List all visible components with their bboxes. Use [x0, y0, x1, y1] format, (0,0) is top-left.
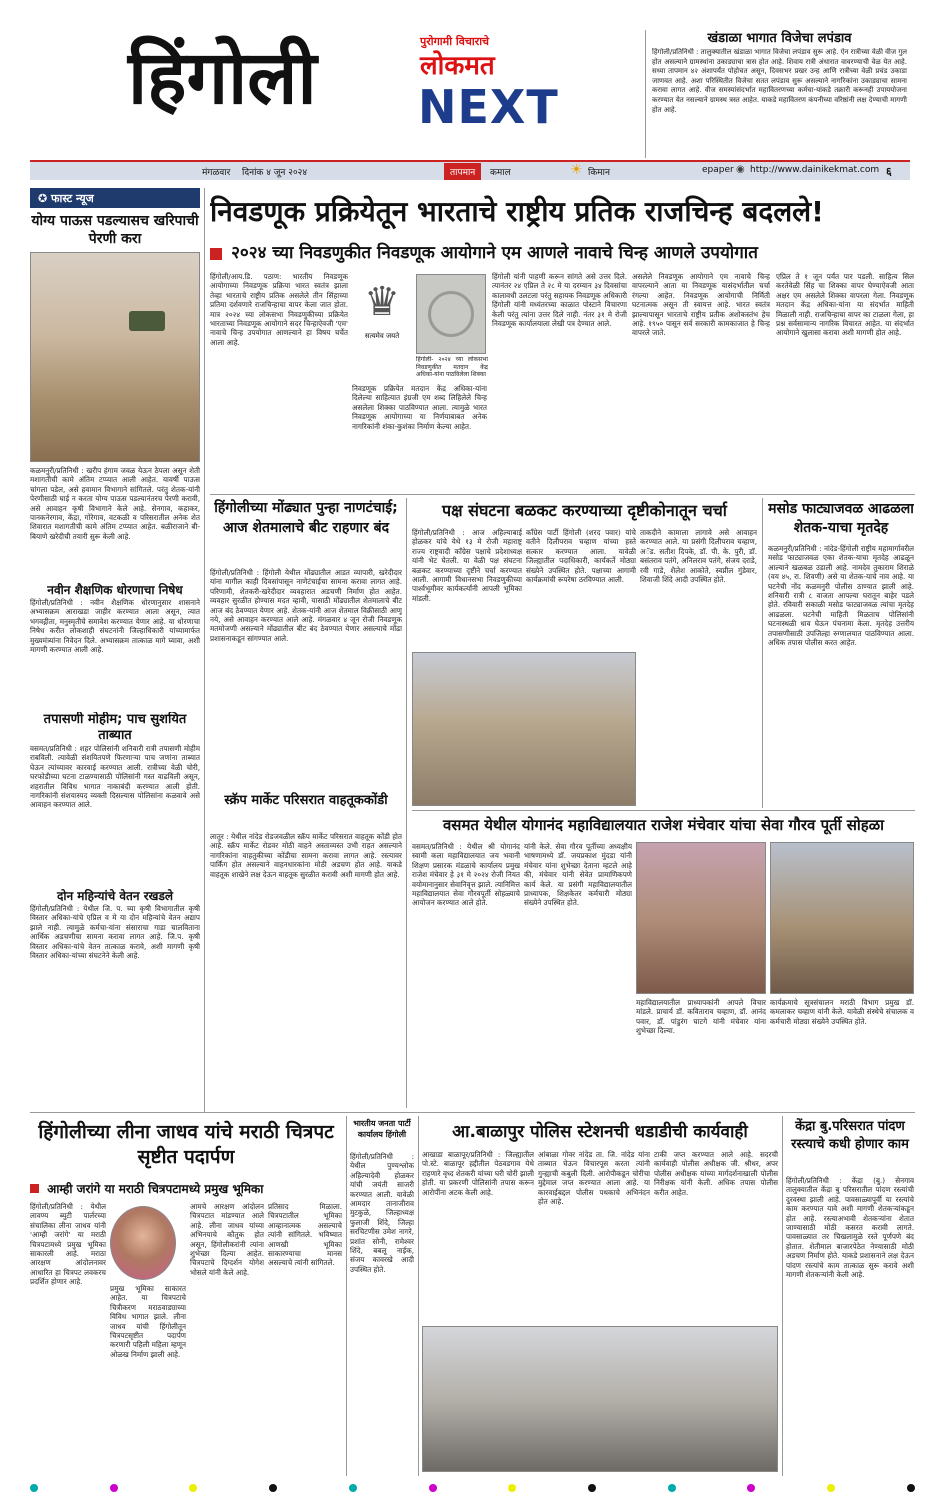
fast-news-label: फास्ट न्यूज [51, 192, 94, 205]
divider [204, 188, 205, 1113]
divider [346, 1116, 347, 1476]
lead-col2: निवडणूक प्रक्रियेत मतदान केंद्र अधिका-यांना दिलेल्या साहित्यात इंग्रजी एम शब्द लिहिलेले चिन्ह असलेला शिक्का पाठविण्यात आला. त्यामुळे भारत निवडणूक आयोगाच्या या निर्णयाबाबत अनेक नागरिकांनी शंका-कुशंका निर्माण केल्या आहेत. [352, 384, 487, 431]
epaper-label: epaper [702, 165, 734, 175]
divider [782, 1116, 783, 1476]
party-body2: काँग्रेस पार्टी हिंगोली (शरद पवार) यांचे वतीने दिलीपराव चव्हाण यांच्या हस्ते सत्कार करण्यात आला. यावेळी जिल्ह्यातील पदाधिकारी, कार्यकर्ते मोठ्या संख्येने उपस्थित होते. पक्षाच्या आगामी कार्यक्रमांची रूपरेषा ठरविण्यात आली. [526, 528, 636, 585]
divider [210, 494, 915, 495]
bullet-icon [210, 248, 222, 260]
college-body1: वसमत/प्रतिनिधी : येथील श्री योगानंद स्वामी कला महाविद्यालयात जय भवानी शिक्षण प्रसारक मंडळाचे कार्यालय प्रमुख राजेश मंचेवार हे ३१ मे २०२४ रोजी नियत वयोमानानुसार सेवानिवृत्त झाले. त्यानिमित्त महाविद्यालयात सेवा गौरवपूर्ती सोहळ्याचे आयोजन करण्यात आले होते. [412, 842, 520, 908]
leena-portrait [110, 1206, 176, 1280]
date-text: दिनांक ४ जून २०२४ [242, 168, 308, 178]
lead-subhead-text: २०२४ च्या निवडणुकीत निवडणूक आयोगाने एम आणले नावाचे चिन्ह आणले उपयोगात [231, 243, 758, 263]
divider [412, 810, 915, 811]
divider [406, 498, 407, 1108]
story1-heading: योग्य पाऊस पडल्यासच खरिपाची पेरणी करा [31, 213, 199, 247]
globe-icon: ◉ [736, 164, 745, 175]
temp-label: तापमान [444, 163, 481, 180]
seal-stamp-photo [416, 274, 486, 354]
tractor-field-photo [30, 252, 200, 462]
lead-col5: असलेले निवडणूक आयोगाने एम नावाचे चिन्ह वापरल्याने आता या निवडणूक यासंदर्भातील चर्चा रंगल्या आहेत. निवडणूक आयोगाची निर्मिती घटनात्मक असून ती स्वायत्त आहे. भारत स्वतंत्र झाल्यापासून भारताचे राष्ट्रीय प्रतीक अशोकस्तंभ हेच आहे. १९५० पासून सर्व सरकारी कामकाजात हे चिन्ह वापरले जाते. [632, 272, 770, 338]
police-headline: आ.बाळापुर पोलिस स्टेशनची धडाडीची कार्यवाही [452, 1122, 748, 1142]
bjp-headline: भारतीय जनता पार्टी कार्यालय हिंगोली [353, 1119, 411, 1139]
fast-news-column [30, 188, 200, 1123]
college-caption1: महाविद्यालयातील प्राध्यापकांनी आपले विचार मांडले. प्राचार्य डॉ. कविताराव चव्हाण, डॉ. आनंद पवार, डॉ. पांडुरंग घाटगे यांनी मंचेवार यांना शुभेच्छा दिल्या. [636, 998, 766, 1036]
masthead-brand: लोकमत [420, 51, 495, 81]
print-color-bar [30, 1484, 915, 1494]
party-body1: हिंगोली/प्रतिनिधी : आज अहिल्याबाई होळकर यांचे येथे १३ मे रोजी महाराष्ट्र राज्य राष्ट्रवादी काँग्रेस पक्षाचे प्रदेशाध्यक्ष यांनी भेट घेतली. या वेळी पक्ष संघटना बळकट करण्याच्या दृष्टीने चर्चा करण्यात आली. आगामी विधानसभा निवडणुकीच्या पार्श्वभूमीवर कार्यकर्त्यांनी आपली भूमिका मांडली. [412, 528, 522, 603]
leena-subhead-text: आम्ही जरांगे या मराठी चित्रपटामध्ये प्रमुख भूमिका [47, 1182, 264, 1196]
story3-heading: तपासणी मोहीम; पाच सुशयित ताब्यात [43, 712, 187, 743]
police-body3: टाकी जप्त करण्यात आले आहे. सदरची कार्यवाही पोलीस अधीक्षक जी. श्रीधर, अपर पोलीस अधीक्षक यांच्या मार्गदर्शनाखाली पोलीस निरीक्षक यांनी केली. अधिक तपास पोलीस करीत आहेत. [654, 1150, 778, 1197]
leena-body2: प्रमुख भूमिका साकारत आहेत. या चित्रपटाचे चित्रीकरण मराठवाड्याच्या विविध भागात झाले. लीना जाधव यांची हिंगोलीतून चित्रपटसृष्टीत पदार्पण करणारी पहिली महिला म्हणून ओळख निर्माण झाली आहे. [110, 1284, 186, 1359]
kendra-headline: केंद्रा बु.परिसरात पांदण रस्त्याचे कधी होणार काम [791, 1119, 909, 1152]
tractor-icon [129, 311, 165, 331]
top-news-heading: खंडाळा भागात विजेचा लपंडाव [707, 31, 852, 46]
leena-body3: आमचे आरक्षण आंदोलन चित्रपटात मांडण्यात आले आहे. लीना जाधव यांच्या अभिनयाचे कौतुक होत असून, हिंगोलीकरांनी त्यांना शुभेच्छा दिल्या आहेत. चित्रपटाचे दिग्दर्शन योगेश भोसले यांनी केले आहे. [190, 1202, 264, 1277]
fast-news-label-bar [30, 188, 200, 208]
top-news-body: हिंगोली/प्रतिनिधी : तालुक्यातील खंडाळा भागात विजेचा लपंडाव सुरू आहे. ऐन रात्रीच्या वेळी वीज गुल होत असल्याने ग्रामस्थांना उकाड्याचा त्रास होत आहे. शिवाय रात्री अंधारात वावरण्याची वेळ येत आहे. सध्या तापमान ४२ अंशापर्यंत पोहोचत असून, दिवसभर प्रखर उन्ह आणि रात्रीच्या वेळी प्रचंड उकाडा जाणवत आहे. अशा परिस्थितीत विजेचा सतत लपंडाव सुरू असल्याने नागरिकांना उकाड्याचा सामना करावा लागत आहे. वीज समस्यांसंदर्भात महावितरणच्या कर्मचा-यांकडे तक्रारी करूनही उपाययोजना करण्यात येत नसल्याने ग्रामस्थ त्रस्त आहेत. याकडे महावितरण कंपनीच्या वरिष्ठांनी लक्ष देण्याची मागणी होत आहे. [652, 48, 907, 114]
date-bar [30, 160, 910, 180]
emblem-caption: सत्यमेव जयते [364, 332, 400, 340]
story2-heading: नवीन शैक्षणिक धोरणाचा निषेध [47, 583, 183, 597]
college-photo-2 [770, 842, 914, 994]
kendra-body: हिंगोली/प्रतिनिधी : केंद्रा (बु.) सेनगाव तालुक्यातील केंद्रा बु परिसरातील पांदण रस्त्यांची दुरवस्था झाली आहे. पावसाळ्यापूर्वी या रस्त्यांचे काम करण्यात यावे अशी मागणी शेतकऱ्यांकडून होत आहे. रस्त्याअभावी शेतकऱ्यांना शेतात जाण्यासाठी मोठी कसरत करावी लागते. पावसाळ्यात तर चिखलामुळे रस्ते पूर्णपणे बंद होतात. शेतीमाल बाजारपेठेत नेण्यासाठी मोठी अडचण निर्माण होते. याकडे प्रशासनाने लक्ष देऊन पांदण रस्त्यांचे काम तात्काळ सुरू करावे अशी मागणी शेतकऱ्यांनी केली आहे. [786, 1176, 914, 1280]
divider [762, 498, 763, 808]
masthead-tagline: पुरोगामी विचाराचे [420, 35, 490, 48]
divider [30, 1112, 915, 1113]
college-body2: यांनी केले. सेवा गौरव पूर्तीच्या अध्यक्षीय भाषणामध्ये डॉ. जयप्रकाश मुंदडा यांनी मंचेवार यांना शुभेच्छा देताना म्हटले आहे की, मंचेवार यांनी सेवेत प्रामाणिकपणे कार्य केले. या प्रसंगी महाविद्यालयातील प्राध्यापक, शिक्षकेतर कर्मचारी मोठ्या संख्येने उपस्थित होते. [524, 842, 632, 908]
college-headline: वसमत येथील योगानंद महाविद्यालयात राजेश मंचेवार यांचा सेवा गौरव पूर्ती सोहळा [442, 816, 885, 834]
lead-photo-caption: हिंगोली- २०२४ च्या लोकसभा निवडणुकीत मतदान केंद्र अधिका-यांना पाठविलेला शिक्का [416, 356, 488, 378]
masod-body: कळमनुरी/प्रतिनिधी : नांदेड-हिंगोली राष्ट्रीय महामार्गावरील मसोड फाट्याजवळ एका शेतक-याचा मृतदेह आढळून आल्याने खळबळ उडाली आहे. नामदेव तुकाराम शिराळे (वय ४५, रा. शिवणी) असे या शेतक-याचे नाव आहे. या घटनेची नोंद कळमनुरी पोलीस ठाण्यात झाली आहे. शनिवारी रात्री ८ वाजता आपल्या घरातून बाहेर पडले होते. रविवारी सकाळी मसोड फाट्याजवळ त्यांचा मृतदेह आढळला. घटनेची माहिती मिळताच पोलिसांनी घटनास्थळी धाव घेऊन पंचनामा केला. मृतदेह उत्तरीय तपासणीसाठी उपजिल्हा रुग्णालयात पाठविण्यात आला. अधिक तपास पोलीस करत आहेत. [768, 544, 914, 648]
bullet-icon [30, 1184, 39, 1193]
leena-headline: हिंगोलीच्या लीना जाधव यांचे मराठी चित्रपट सृष्टीत पदार्पण [38, 1121, 334, 1168]
police-seized-goods-photo [422, 1326, 778, 1472]
page-number: ६ [886, 165, 892, 178]
lead-headline: निवडणूक प्रक्रियेतून भारताचे राष्ट्रीय प्रतिक राजचिन्ह बदलले! [210, 195, 824, 228]
leena-body4: प्रतिसाद मिळाला. चित्रपटातील भूमिका आव्हानात्मक असल्याचे त्यांनी सांगितले. भविष्यात आणखी भूमिका साकारण्याचा मानस असल्याचे त्यांनी सांगितले. [268, 1202, 342, 1268]
college-caption2: कार्यक्रमाचे सूत्रसंचालन मराठी विभाग प्रमुख डॉ. कमलाकर चव्हाण यांनी केले. यावेळी संस्थेचे संचालक व कर्मचारी मोठ्या संख्येने उपस्थित होते. [770, 998, 914, 1026]
lead-photos [352, 272, 487, 380]
bjp-body: हिंगोली/प्रतिनिधी : येथील पुण्यश्लोक अहिल्यादेवी होळकर यांची जयंती साजरी करण्यात आली. यावेळी आमदार तानाजीराव मुटकुळे, जिल्हाध्यक्ष फुलाजी शिंदे, जिल्हा सरचिटणीस उमेश नागरे, प्रशांत सोनी, रामेश्वर शिंदे, बबलू नाईक, संजय कावरखे आदी उपस्थित होते. [350, 1152, 414, 1274]
star-icon: ✪ [38, 192, 52, 205]
college-photo-1 [636, 842, 766, 994]
story2-body: हिंगोली/प्रतिनिधी : नवीन शैक्षणिक धोरणानुसार शासनाने अभ्यासक्रम आराखडा जाहीर करण्यात आला असून, त्यात भगवद्गीता, मनुस्मृतीचे समावेश करण्यात येणार आहे. या धोरणाचा निषेध करीत लोकशाही संघटनांनी जिल्हाधिकारी यांच्यामार्फत मुख्यमंत्र्यांना निवेदन दिले. अभ्यासक्रम तात्काळ मागे घ्यावा, अशी मागणी करण्यात आली आहे. [30, 598, 200, 655]
date-day: मंगळवार [202, 168, 231, 178]
bazaar-body: हिंगोली/प्रतिनिधी : हिंगोली येथील मोंढ्यातील आडत व्यापारी, खरेदीदार यांना मागील काही दिवसांपासून नाणेटंचाईचा सामना करावा लागत आहे. परिणामी, शेतकरी-खरेदीदार व्यवहारात अडचणी निर्माण होत आहेत. व्यवहार सुरळीत होण्यास मदत व्हावी, यासाठी मोंढ्यातील शेतमालाचे बीट आज बंद ठेवण्यात येणार आहे. शेतक-यांनी आज शेतमाल विक्रीसाठी आणू नये, असे आवाहन करण्यात आले आहे. मंगळवार ४ जून रोजी निवडणूक मतमोजणी असल्याने मोंढ्यातील बीट बंद ठेवण्यात येणार असल्याचे मोंढा प्रशासनाकडून सांगण्यात आले. [210, 568, 402, 643]
party-body3: ताकदीने कामाला लागावे असे आवाहन करण्यात आले. या प्रसंगी दिलीपराव चव्हाण, अॅड. सतीश दिपके, डॉ. पी. के. पुरी, डॉ. बसंतराव पतंगे, अनिलराव पतंगे, संजय दराडे, रवी गाडे, शैलेश आकोते, स्वप्नील गुंडेवार, शिवाजी शिंदे आदी उपस्थित होते. [640, 528, 757, 585]
top-news-box [645, 30, 907, 158]
police-body1: आखाडा बाळापूर/प्रतिनिधी : जिल्ह्यातील पो.स्टे. बाळापूर हद्दीतील पेठवडगाव येथे राहणारे वृध्द शेतकरी यांच्या घरी चोरी झाली होती. या प्रकरणी पोलिसांनी तपास करून आरोपींना अटक केली आहे. [422, 1150, 534, 1197]
lead-col4: हिंगोली यांनी पाहणी करून सांगते असे उत्तर दिले. त्यानंतर २४ एप्रिल ते २८ मे या दरम्यान ३४ दिवसांचा कालावधी उलटला परंतु सहायक निवडणूक अधिकारी हिंगोली यांनी मध्यंतरच्या काळात पोस्टाने विचारणा केली परंतु त्यांना उत्तर दिले नाही. नंतर ३१ मे रोजी निवडणूक कार्यालयाला लेखी पत्र देण्यात आले. [492, 272, 627, 329]
masthead-next: NEXT [418, 80, 559, 134]
stamp-icon [428, 291, 474, 337]
sun-icon: ☀ [570, 162, 583, 178]
party-group-photo [412, 652, 636, 806]
scrap-body: लातूर : येथील नांदेड रोडजवळील स्क्रॅप मार्केट परिसरात वाहतूक कोंडी होत आहे. स्क्रॅप मार्केट रोडवर मोठी वाहने अस्ताव्यस्त उभी राहत असल्याने नागरिकांना वाहतुकीच्या कोंडीचा सामना करावा लागत आहे. रस्त्यावर पार्किंग होत असल्याने वाहनधारकांना मोठी अडचण होत आहे. याकडे वाहतूक शाखेने लक्ष देऊन वाहतूक सुरळीत करावी अशी मागणी होत आहे. [210, 832, 402, 879]
masod-headline: मसोड फाट्याजवळ आढळला शेतक-याचा मृतदेह [768, 501, 914, 536]
lion-icon: ♛ [364, 279, 400, 325]
story4-heading: दोन महिन्यांचे वेतन रखडले [56, 889, 173, 903]
story1-body: कळमनुरी/प्रतिनिधी : खरीप हंगाम जवळ येऊन ठेपला असून शेती मशागतीची कामे अंतिम टप्प्यात आली आहेत. यावर्षी पाऊस चांगला पडेल, असे हवामान विभागाने सांगितले. परंतु शेतक-यांनी पेरणीसाठी घाई न करता योग्य पाऊस पडल्यानंतरच पेरणी करावी, असे आवाहन कृषी विभागाने केले आहे. सेनगाव, कहाकर, पानकनेरगाव, केंद्रा, गोरेगाव, वटकळी व परिसरातील अनेक शेत शिवारात मशागतीची कामे अंतिम टप्प्यात आहेत. बळीराजाने बी-बियाणे खरेदीची तयारी सुरू केली आहे. [30, 466, 200, 541]
police-body2: आंबाळा गोवर नांदेड ता. जि. नांदेड यांना ताब्यात घेऊन विचारपूस करता त्यांनी गुन्ह्याची कबुली दिली. आरोपीकडून चोरीचा मुद्देमाल जप्त करण्यात आला आहे. या कारवाईबद्दल पोलीस पथकाचे अभिनंदन होत आहे. [538, 1150, 650, 1207]
temp-max: कमाल [490, 168, 511, 178]
scrap-headline: स्क्रॅप मार्केट परिसरात वाहतूककोंडी [224, 793, 388, 808]
story3-body: वसमत/प्रतिनिधी : शहर पोलिसांनी शनिवारी रात्री तपासणी मोहीम राबविली. त्यावेळी संशयितपणे फिरणाऱ्या पाच जणांना ताब्यात घेऊन त्यांच्यावर कारवाई करण्यात आली. रात्रीच्या वेळी चोरी, घरफोडीच्या घटना टाळण्यासाठी पोलिसांनी गस्त वाढविली असून, शहरातील विविध भागात नाकाबंदी करण्यात आली होती. नागरिकांनी संशयास्पद व्यक्ती दिसल्यास पोलिसांना कळवावे असे आवाहन करण्यात आले. [30, 744, 200, 810]
leena-body1: हिंगोली/प्रतिनिधी : येथील लावण्य ब्युटी पार्लरच्या संचालिका लीना जाधव यांनी 'आम्ही जरांगे' या मराठी चित्रपटामध्ये प्रमुख भूमिका साकारली आहे. मराठा आरक्षण आंदोलनावर आधारित हा चित्रपट लवकरच प्रदर्शित होणार आहे. [30, 1202, 106, 1287]
lead-subhead [210, 240, 915, 266]
story4-body: हिंगोली/प्रतिनिधी : येथील जि. प. च्या कृषी विभागातील कृषी विस्तार अधिका-यांचे एप्रिल व मे या दोन महिन्यांचे वेतन अद्याप झाले नाही. त्यामुळे कर्मचा-यांना संसाराचा गाडा चालविताना आर्थिक अडचणीचा सामना करावा लागत आहे. जि.प. कृषी विस्तार अधिका-यांचे वेतन तात्काळ करावे, अशी मागणी कृषी विस्तार अधिका-यांच्या संघटनेने केली आहे. [30, 904, 200, 961]
divider [418, 1116, 419, 1476]
website-link[interactable]: http://www.dainikekmat.com [750, 165, 880, 175]
lead-col1: हिंगोली/आय.डि. पठाण: भारतीय निवडणूक आयोगाच्या निवडणूक प्रक्रिया भारत स्वतंत्र झाला तेव्हा भारताचे राष्ट्रीय प्रतिक असलेले तीन सिंहाच्या प्रतिमा दर्शवणारे राजचिन्हाचा वापर केला जात होता. मात्र २०२४ च्या लोकसभा निवडणुकीच्या प्रक्रियेत भारताच्या निवडणूक आयोगाने सदर चिन्हाऐवजी 'एम' नावाचे चिन्ह उपयोगात आणल्याने हा विषय चर्चेत आला आहे. [210, 272, 348, 347]
temp-min: किमान [588, 168, 610, 178]
masthead-title: हिंगोली [128, 35, 317, 121]
leena-subhead [30, 1178, 342, 1198]
party-headline: पक्ष संघटना बळकट करण्याच्या दृष्टीकोनातून चर्चा [442, 501, 727, 520]
bazaar-headline: हिंगोलीच्या मोंढ्यात पुन्हा नाणटंचाई; आज शेतमालाचे बीट राहणार बंद [214, 500, 398, 536]
lead-col6: एप्रिल ते १ जून पर्यंत पार पडली. साहित्य सिल करतेवेळी सिंह चा शिक्का वापर घेण्याऐवजी आता अक्षर एम असलेले शिक्का वापरला गेला. निवडणूक मतदान केंद्र अधिका-यांना या संदर्भात माहिती मिळाली नाही. राजचिन्हाचा वापर का टाळला गेला, हा प्रश्न सर्वसामान्य नागरिक विचारत आहेत. या संदर्भात आयोगाने खुलासा करावा अशी मागणी होत आहे. [776, 272, 914, 338]
emblem-image [352, 272, 412, 356]
